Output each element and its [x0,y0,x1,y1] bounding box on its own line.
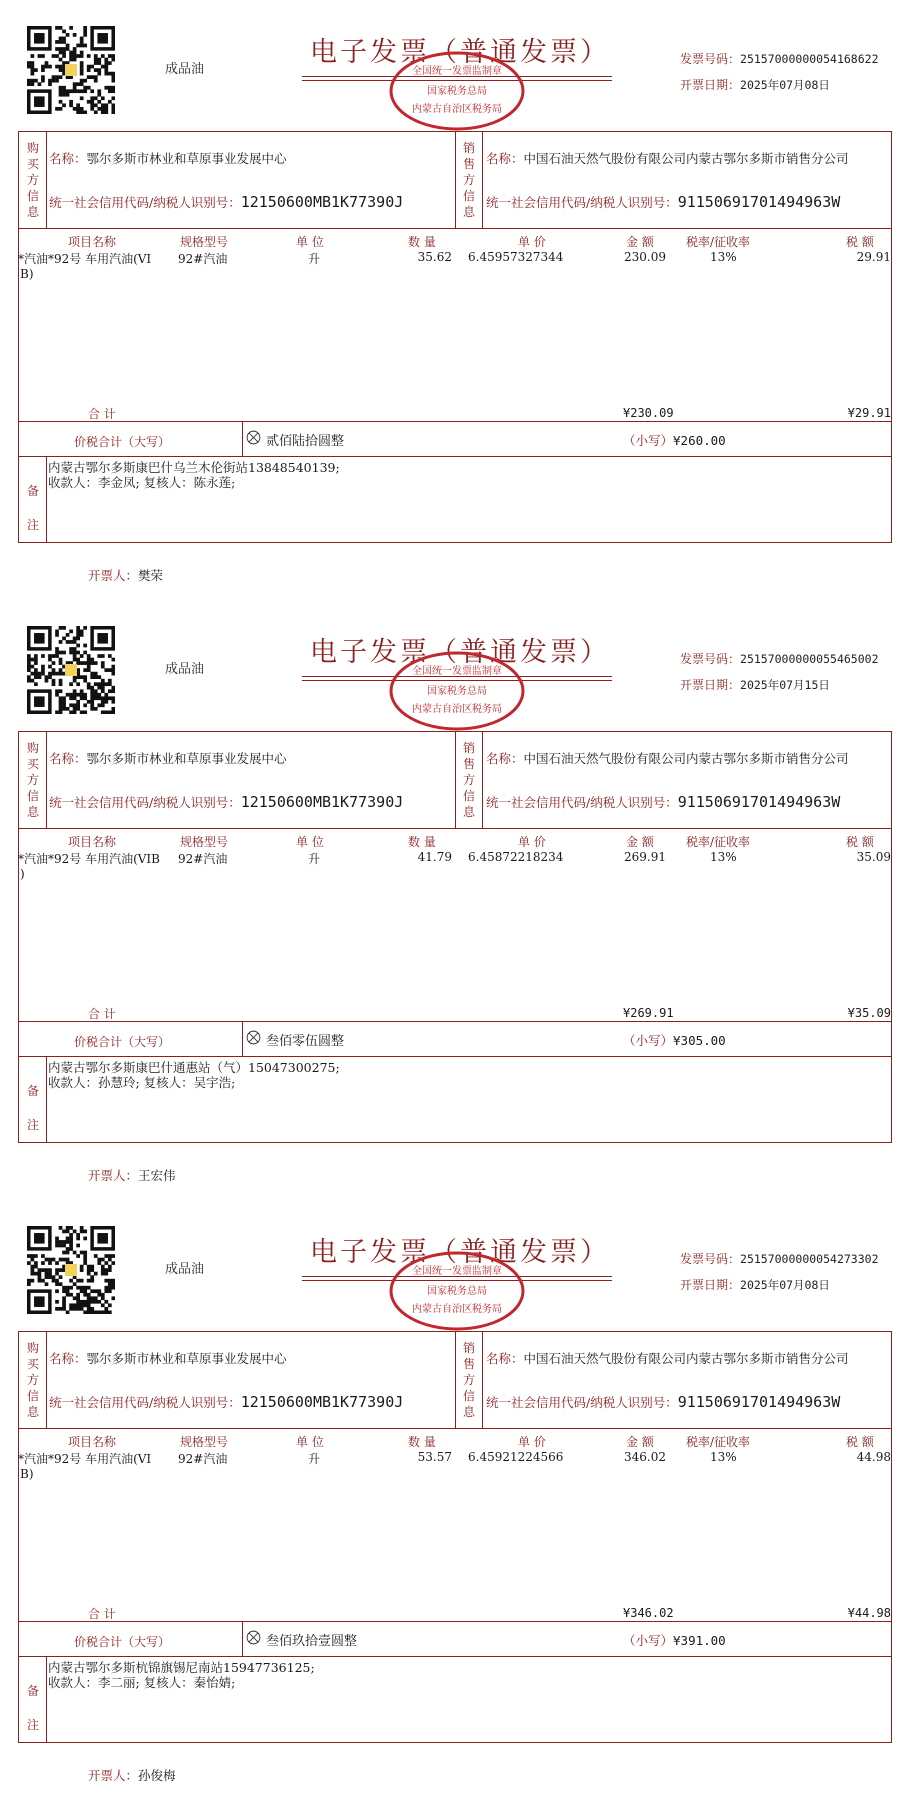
buyer-name-label: 名称： [49,1351,87,1366]
item-name-wrap: B) [20,267,34,281]
item-amount: 230.09 [624,250,666,264]
seller-tax-id [486,793,840,811]
divider [482,1331,483,1428]
buyer-name-value: 鄂尔多斯市林业和草原事业发展中心 [86,751,287,766]
invoice-title: 电子发票（普通发票） [310,1237,610,1268]
item-spec: 92#汽油 [178,852,228,866]
item-price: 6.45872218234 [468,850,564,864]
col-header-tax: 税 额 [846,235,874,249]
invoice-title: 电子发票（普通发票） [310,37,610,68]
seal-text-bottom: 内蒙古自治区税务局 [412,104,502,115]
total-in-figures-value: ¥305.00 [673,1033,726,1048]
divider [46,1331,47,1428]
item-rate: 13% [710,1450,737,1464]
divider [18,456,892,457]
invoice-number [680,650,879,667]
seller-name [486,1349,849,1367]
total-in-words-label: 价税合计（大写） [74,435,171,449]
seal-text-bottom: 内蒙古自治区税务局 [412,704,502,715]
seller-name-label: 名称： [486,751,524,766]
col-header-rate: 税率/征收率 [686,235,751,249]
divider [46,1656,47,1743]
seal-text-mid: 国家税务总局 [427,1286,487,1297]
total-label: 合 计 [88,1007,116,1021]
item-unit: 升 [308,252,321,266]
total-in-figures-label: （小写） [623,1033,674,1048]
issuer-label: 开票人： [88,568,139,583]
col-header-item: 项目名称 [68,835,117,849]
tax-seal-icon [388,650,526,732]
seal-text-mid: 国家税务总局 [427,86,487,97]
circled-x-icon [246,1030,261,1045]
invoice-number-value: 25157000000055465002 [740,652,879,666]
divider [455,731,456,828]
col-header-spec: 规格型号 [180,835,229,849]
item-rate: 13% [710,250,737,264]
circled-x-icon [246,1630,261,1645]
buyer-name [49,749,287,767]
col-header-tax: 税 额 [846,835,874,849]
divider [46,131,47,228]
seal-text-top: 全国统一发票监制章 [412,66,502,77]
buyer-tax-id-value: 12150600MB1K77390J [240,793,404,811]
seller-tax-id-label: 统一社会信用代码/纳税人识别号： [486,195,678,210]
item-tax: 29.91 [856,250,891,264]
buyer-tax-id-label: 统一社会信用代码/纳税人识别号： [49,1395,241,1410]
col-header-unit: 单 位 [296,235,324,249]
buyer-tax-id-label: 统一社会信用代码/纳税人识别号： [49,795,241,810]
divider [18,1621,892,1622]
divider [482,131,483,228]
remark-line-2: 收款人：李金凤; 复核人：陈永莲; [48,475,236,490]
divider [18,228,892,229]
col-header-rate: 税率/征收率 [686,835,751,849]
total-in-figures [623,431,726,449]
buyer-tax-id-value: 12150600MB1K77390J [240,1393,404,1411]
item-spec: 92#汽油 [178,1452,228,1466]
item-spec: 92#汽油 [178,252,228,266]
issuer-value: 孙俊梅 [138,1768,176,1783]
invoice-date-label: 开票日期： [680,678,741,692]
seller-section-label: 销 售 方 信 息 [462,141,475,219]
col-header-qty: 数 量 [408,835,436,849]
col-header-qty: 数 量 [408,235,436,249]
buyer-tax-id-label: 统一社会信用代码/纳税人识别号： [49,195,241,210]
item-unit: 升 [308,852,321,866]
item-name: *汽油*92号 车用汽油(VI [18,252,152,266]
seal-text-mid: 国家税务总局 [427,686,487,697]
seller-tax-id [486,1393,840,1411]
seller-tax-id [486,193,840,211]
divider [455,131,456,228]
issuer-label: 开票人： [88,1768,139,1783]
col-header-price: 单 价 [518,835,546,849]
issuer [88,1166,176,1184]
invoice-number-label: 发票号码： [680,1252,741,1266]
col-header-price: 单 价 [518,235,546,249]
remark-line-1: 内蒙古鄂尔多斯康巴什通惠站（气）15047300275; [48,1060,340,1075]
seller-section-label: 销 售 方 信 息 [462,741,475,819]
issuer-value: 王宏伟 [138,1168,176,1183]
qr-code-icon [27,626,115,714]
divider [455,1331,456,1428]
invoice [0,600,910,1200]
divider [242,1621,243,1656]
divider [18,1428,892,1429]
buyer-tax-id [49,1393,403,1411]
seal-text-top: 全国统一发票监制章 [412,1266,502,1277]
issuer-label: 开票人： [88,1168,139,1183]
invoice-date-value: 2025年07月08日 [740,1278,830,1292]
seller-name-value: 中国石油天然气股份有限公司内蒙古鄂尔多斯市销售分公司 [523,151,849,166]
item-qty: 35.62 [417,250,452,264]
buyer-tax-id [49,793,403,811]
invoice-number [680,50,879,67]
remark-section-label: 备 注 [26,484,39,532]
divider [18,421,892,422]
total-in-figures [623,1031,726,1049]
issuer-value: 樊荣 [138,568,164,583]
divider [242,1021,243,1056]
buyer-name-value: 鄂尔多斯市林业和草原事业发展中心 [86,1351,287,1366]
remark-line-2: 收款人：孙慧玲; 复核人：吴宇浩; [48,1075,236,1090]
invoice-date [680,76,830,93]
total-amount: ¥346.02 [623,1606,674,1620]
col-header-item: 项目名称 [68,235,117,249]
total-amount: ¥269.91 [623,1006,674,1020]
qr-code-icon [27,26,115,114]
item-unit: 升 [308,1452,321,1466]
seller-tax-id-value: 91150691701494963W [677,193,841,211]
invoice-date [680,676,830,693]
divider [18,1656,892,1657]
buyer-name [49,149,287,167]
item-qty: 41.79 [417,850,452,864]
invoice-category: 成品油 [165,662,205,677]
invoice-number-label: 发票号码： [680,52,741,66]
col-header-amount: 金 额 [626,235,654,249]
item-price: 6.45957327344 [468,250,564,264]
item-name-wrap: B) [20,1467,34,1481]
circled-x-icon [246,430,261,445]
seller-name [486,149,849,167]
divider [18,1021,892,1022]
buyer-name-label: 名称： [49,751,87,766]
item-price: 6.45921224566 [468,1450,564,1464]
col-header-rate: 税率/征收率 [686,1435,751,1449]
remark-line-2: 收款人：李二丽; 复核人：秦怡婧; [48,1675,236,1690]
invoice [0,1200,910,1800]
col-header-amount: 金 额 [626,1435,654,1449]
buyer-section-label: 购 买 方 信 息 [26,141,39,219]
invoice-title: 电子发票（普通发票） [310,637,610,668]
total-in-figures [623,1631,726,1649]
tax-seal-icon [388,1250,526,1332]
col-header-amount: 金 额 [626,835,654,849]
remark-line-1: 内蒙古鄂尔多斯康巴什乌兰木伦街站13848540139; [48,460,340,475]
col-header-qty: 数 量 [408,1435,436,1449]
total-in-words-label: 价税合计（大写） [74,1635,171,1649]
divider [242,421,243,456]
total-in-words-label: 价税合计（大写） [74,1035,171,1049]
col-header-item: 项目名称 [68,1435,117,1449]
total-in-figures-label: （小写） [623,433,674,448]
seal-text-top: 全国统一发票监制章 [412,666,502,677]
item-tax: 35.09 [856,850,891,864]
invoice-date-value: 2025年07月15日 [740,678,830,692]
divider [18,1056,892,1057]
seller-tax-id-value: 91150691701494963W [677,793,841,811]
divider [46,731,47,828]
item-name: *汽油*92号 车用汽油(VI [18,1452,152,1466]
divider [46,456,47,543]
invoice-category: 成品油 [165,62,205,77]
issuer [88,566,163,584]
buyer-name-label: 名称： [49,151,87,166]
buyer-name-value: 鄂尔多斯市林业和草原事业发展中心 [86,151,287,166]
item-rate: 13% [710,850,737,864]
invoice-date-label: 开票日期： [680,1278,741,1292]
seller-name [486,749,849,767]
tax-seal-icon [388,50,526,132]
total-in-figures-label: （小写） [623,1633,674,1648]
invoice [0,0,910,600]
seller-tax-id-label: 统一社会信用代码/纳税人识别号： [486,1395,678,1410]
invoice-date-value: 2025年07月08日 [740,78,830,92]
total-label: 合 计 [88,1607,116,1621]
total-tax: ¥35.09 [847,1006,891,1020]
seller-name-label: 名称： [486,151,524,166]
issuer [88,1766,176,1784]
seller-tax-id-label: 统一社会信用代码/纳税人识别号： [486,795,678,810]
total-in-words: 叁佰玖拾壹圆整 [266,1634,358,1649]
remark-section-label: 备 注 [26,1084,39,1132]
seller-name-label: 名称： [486,1351,524,1366]
buyer-tax-id-value: 12150600MB1K77390J [240,193,404,211]
divider [482,731,483,828]
total-in-words: 贰佰陆拾圆整 [266,434,345,449]
divider [46,1056,47,1143]
invoice-date-label: 开票日期： [680,78,741,92]
col-header-tax: 税 额 [846,1435,874,1449]
remark-line-1: 内蒙古鄂尔多斯杭锦旗锡尼南站15947736125; [48,1660,315,1675]
total-tax: ¥29.91 [847,406,891,420]
invoice-number-value: 25157000000054168622 [740,52,879,66]
remark-section-label: 备 注 [26,1684,39,1732]
buyer-section-label: 购 买 方 信 息 [26,1341,39,1419]
col-header-unit: 单 位 [296,1435,324,1449]
invoice-date [680,1276,830,1293]
col-header-spec: 规格型号 [180,1435,229,1449]
seller-tax-id-value: 91150691701494963W [677,1393,841,1411]
total-in-figures-value: ¥260.00 [673,433,726,448]
seal-text-bottom: 内蒙古自治区税务局 [412,1304,502,1315]
item-amount: 346.02 [624,1450,666,1464]
seller-name-value: 中国石油天然气股份有限公司内蒙古鄂尔多斯市销售分公司 [523,751,849,766]
total-label: 合 计 [88,407,116,421]
item-name: *汽油*92号 车用汽油(VIB [18,852,160,866]
total-amount: ¥230.09 [623,406,674,420]
divider [18,828,892,829]
col-header-price: 单 价 [518,1435,546,1449]
buyer-name [49,1349,287,1367]
buyer-tax-id [49,193,403,211]
item-qty: 53.57 [417,1450,452,1464]
invoice-number-label: 发票号码： [680,652,741,666]
col-header-spec: 规格型号 [180,235,229,249]
total-in-words: 叁佰零伍圆整 [266,1034,345,1049]
invoice-number-value: 25157000000054273302 [740,1252,879,1266]
item-tax: 44.98 [856,1450,891,1464]
col-header-unit: 单 位 [296,835,324,849]
invoice-number [680,1250,879,1267]
invoice-category: 成品油 [165,1262,205,1277]
item-amount: 269.91 [624,850,666,864]
total-tax: ¥44.98 [847,1606,891,1620]
seller-name-value: 中国石油天然气股份有限公司内蒙古鄂尔多斯市销售分公司 [523,1351,849,1366]
seller-section-label: 销 售 方 信 息 [462,1341,475,1419]
buyer-section-label: 购 买 方 信 息 [26,741,39,819]
qr-code-icon [27,1226,115,1314]
total-in-figures-value: ¥391.00 [673,1633,726,1648]
item-name-wrap: ) [20,867,25,881]
